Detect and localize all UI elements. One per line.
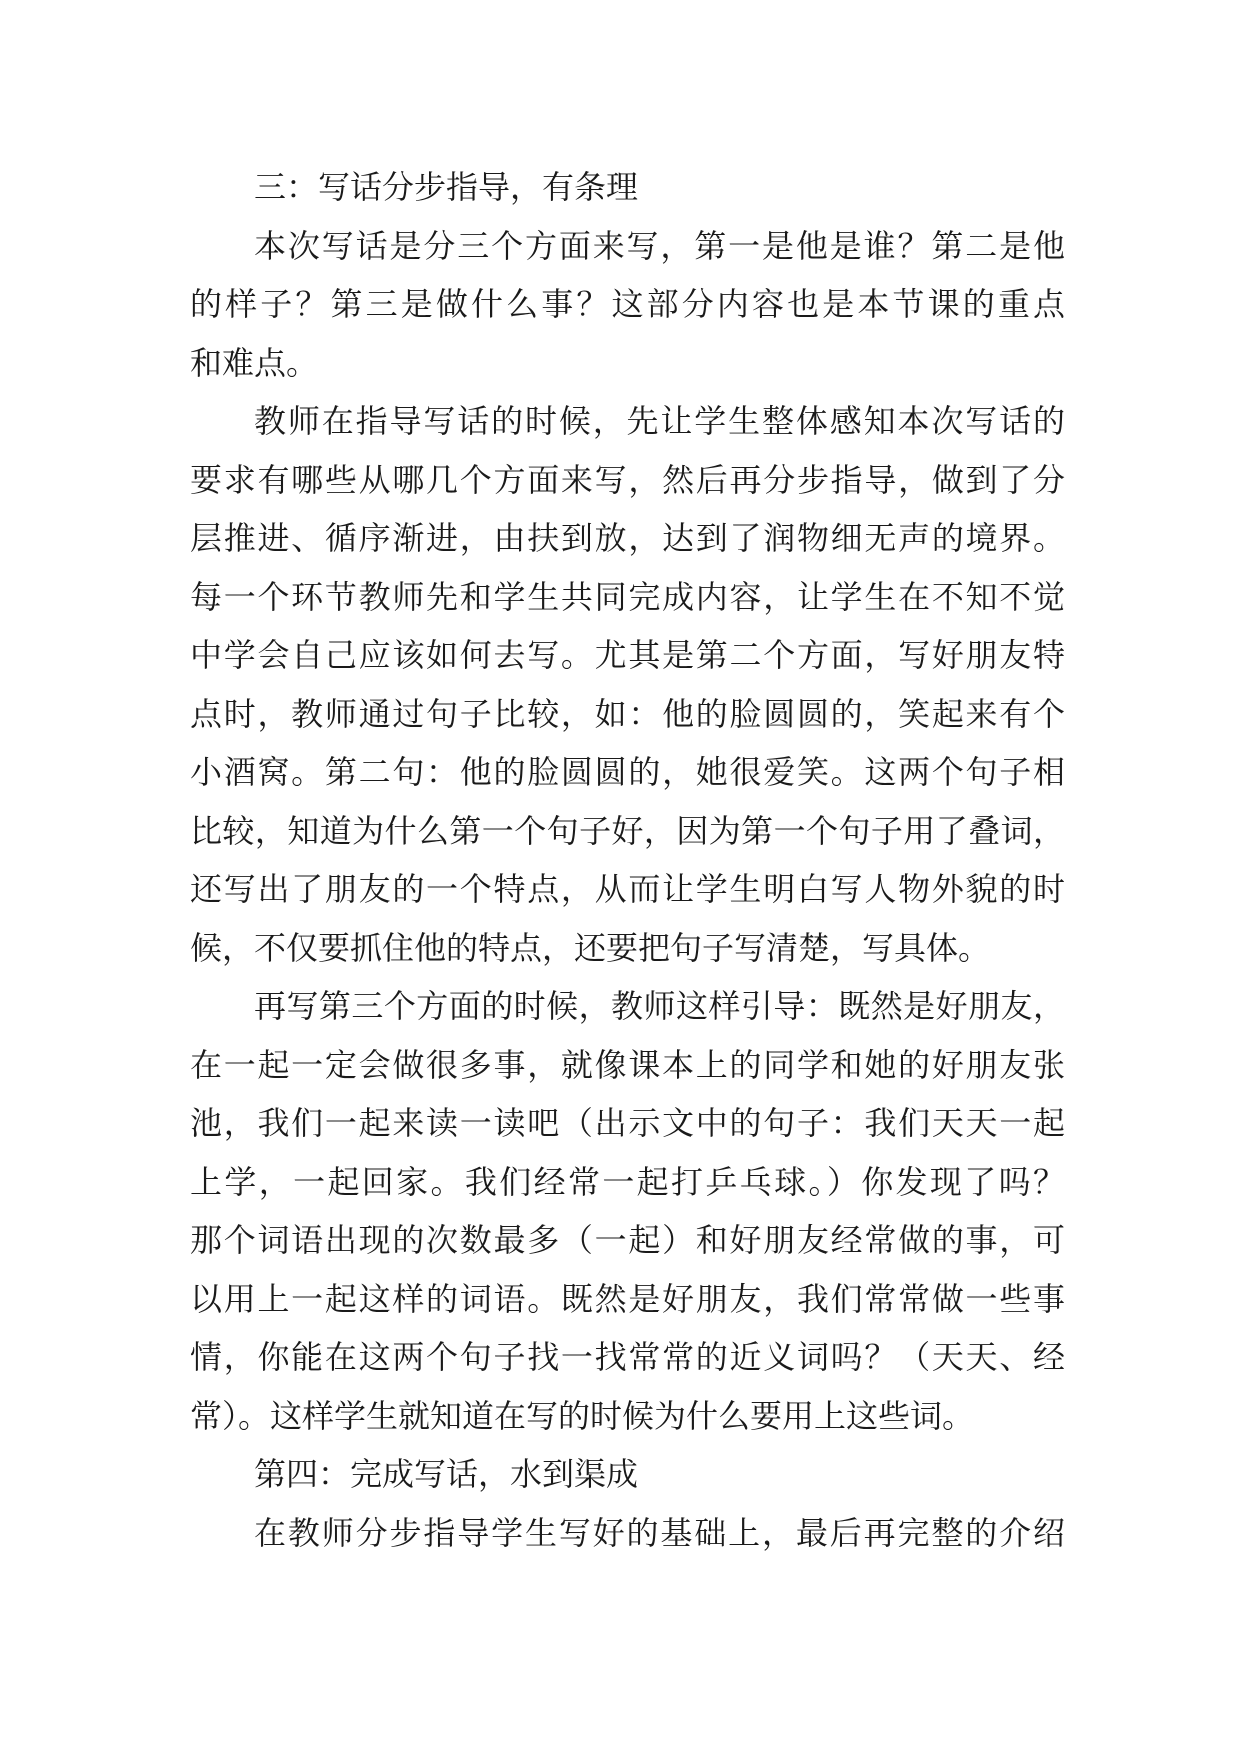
text-line: 常）。这样学生就知道在写的时候为什么要用上这些词。: [190, 1396, 975, 1435]
text-line: 上学，一起回家。我们经常一起打乒乓球。）你发现了吗？: [190, 1162, 1065, 1201]
text-line: 要求有哪些从哪几个方面来写，然后再分步指导，做到了分: [190, 460, 1065, 499]
text-line: 中学会自己应该如何去写。尤其是第二个方面，写好朋友特: [190, 636, 1065, 674]
text-line: 和难点。: [190, 343, 319, 382]
text-line: 那个词语出现的次数最多（一起）和好朋友经常做的事，可: [190, 1221, 1065, 1259]
text-line: 情，你能在这两个句子找一找常常的近义词吗？（天天、经: [190, 1338, 1065, 1376]
text-line: 再写第三个方面的时候，教师这样引导：既然是好朋友，: [254, 987, 1065, 1025]
text-line: 层推进、循序渐进，由扶到放，达到了润物细无声的境界。: [190, 519, 1065, 557]
text-line: 池，我们一起来读一读吧（出示文中的句子：我们天天一起: [190, 1104, 1065, 1142]
text-line: 以用上一起这样的词语。既然是好朋友，我们常常做一些事: [190, 1279, 1065, 1318]
text-line: 三：写话分步指导，有条理: [254, 168, 639, 206]
text-line: 还写出了朋友的一个特点，从而让学生明白写人物外貌的时: [190, 870, 1065, 908]
text-line: 在教师分步指导学生写好的基础上，最后再完整的介绍: [254, 1513, 1065, 1552]
text-line: 教师在指导写话的时候，先让学生整体感知本次写话的: [254, 402, 1065, 440]
text-line: 小酒窝。第二句：他的脸圆圆的，她很爱笑。这两个句子相: [190, 753, 1065, 791]
text-line: 点时，教师通过句子比较，如：他的脸圆圆的，笑起来有个: [190, 694, 1065, 733]
document-body: [190, 158, 1065, 1562]
text-line: 第四：完成写话，水到渠成: [254, 1455, 639, 1493]
text-line: 每一个环节教师先和学生共同完成内容，让学生在不知不觉: [190, 577, 1065, 616]
text-line: 的样子？第三是做什么事？这部分内容也是本节课的重点: [190, 285, 1065, 323]
text-line: 本次写话是分三个方面来写，第一是他是谁？第二是他: [254, 226, 1065, 265]
text-line: 在一起一定会做很多事，就像课本上的同学和她的好朋友张: [190, 1045, 1065, 1084]
text-line: 候，不仅要抓住他的特点，还要把句子写清楚，写具体。: [190, 928, 991, 967]
text-line: 比较，知道为什么第一个句子好，因为第一个句子用了叠词，: [190, 811, 1065, 850]
